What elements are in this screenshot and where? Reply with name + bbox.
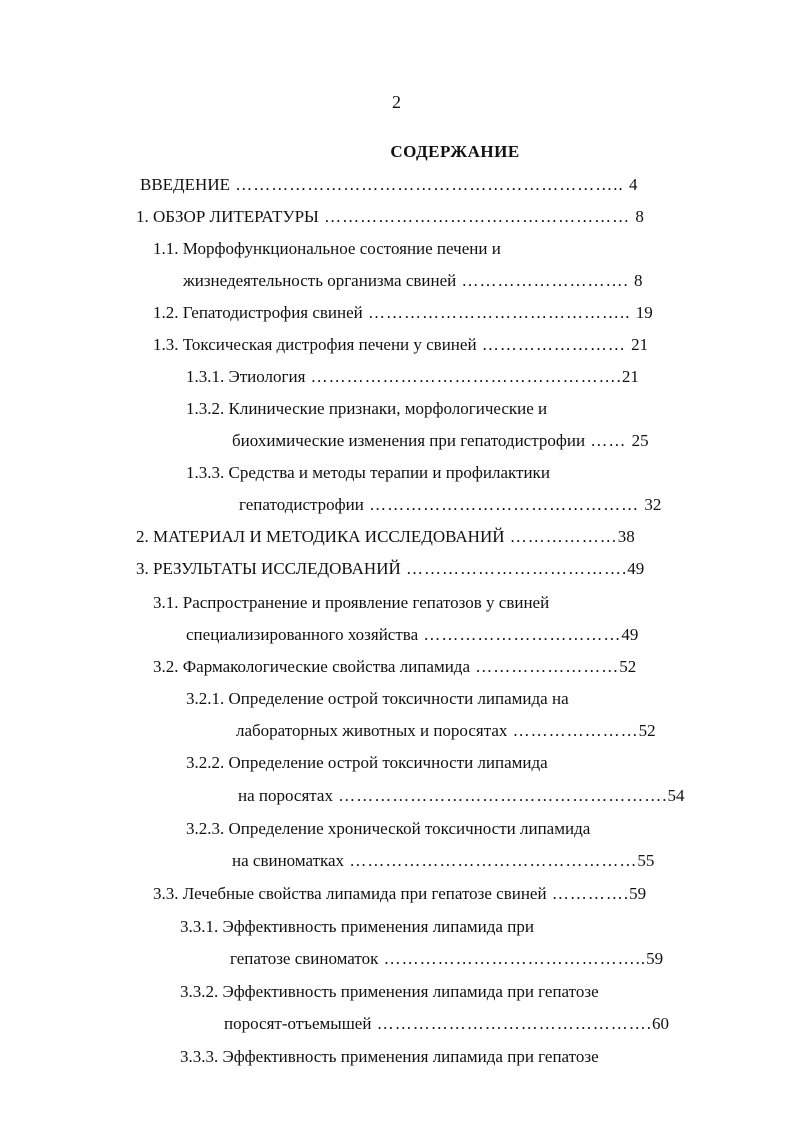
toc-entry: 1.3.3. Средства и методы терапии и профилактики bbox=[186, 463, 550, 482]
toc-entry: 3.2. Фармакологические свойства липамида ……………………52 bbox=[153, 657, 637, 676]
toc-entry: лабораторных животных и поросятах …………………52 bbox=[236, 721, 656, 740]
toc-entry: 3.3.2. Эффективность применения липамида при гепатозе bbox=[180, 982, 599, 1001]
toc-entry: 1.3.1. Этиология …………………………………………….21 bbox=[186, 367, 639, 386]
toc-entry: 3.3. Лечебные свойства липамида при гепатозе свиней ………….59 bbox=[153, 884, 647, 903]
toc-entry: ВВЕДЕНИЕ ……………………………………………………….. 4 bbox=[140, 175, 638, 194]
toc-entry: жизнедеятельность организма свиней ………………………. 8 bbox=[183, 271, 643, 290]
toc-entry: 3.3.1. Эффективность применения липамида при bbox=[180, 917, 534, 936]
toc-entry: специализированного хозяйства ……………………………49 bbox=[186, 625, 639, 644]
toc-entry: 3.1. Распространение и проявление гепатозов у свиней bbox=[153, 593, 550, 612]
toc-entry: на поросятах ……………………………………………….54 bbox=[238, 786, 685, 805]
toc-entry: поросят-отъемышей ……………………………………….60 bbox=[224, 1014, 669, 1033]
toc-entry: 1.3. Токсическая дистрофия печени у свиней …………………… 21 bbox=[153, 335, 649, 354]
toc-entry: 1. ОБЗОР ЛИТЕРАТУРЫ …………………………………………… 8 bbox=[136, 207, 644, 226]
toc-entry: гепатодистрофии ……………………………………… 32 bbox=[239, 495, 662, 514]
toc-entry: на свиноматках …………………………………………55 bbox=[232, 851, 655, 870]
toc-entry: 1.3.2. Клинические признаки, морфологические и bbox=[186, 399, 548, 418]
toc-entry: 3. РЕЗУЛЬТАТЫ ИССЛЕДОВАНИЙ ……………………………….49 bbox=[136, 559, 645, 578]
toc-entry: 3.2.2. Определение острой токсичности липамида bbox=[186, 753, 548, 772]
toc-entry: биохимические изменения при гепатодистрофии …… 25 bbox=[232, 431, 649, 450]
toc-entry: 2. МАТЕРИАЛ И МЕТОДИКА ИССЛЕДОВАНИЙ ………………38 bbox=[136, 527, 635, 546]
toc-entry: гепатозе свиноматок ……………………………………..59 bbox=[230, 949, 664, 968]
toc-entry: 3.3.3. Эффективность применения липамида при гепатозе bbox=[180, 1047, 599, 1066]
page-number: 2 bbox=[392, 92, 401, 112]
toc-entry: 1.2. Гепатодистрофия свиней …………………………………….. 19 bbox=[153, 303, 653, 322]
toc-entry: 3.2.3. Определение хронической токсичности липамида bbox=[186, 819, 591, 838]
toc-entry: 1.1. Морфофункциональное состояние печени и bbox=[153, 239, 501, 258]
toc-entry: 3.2.1. Определение острой токсичности липамида на bbox=[186, 689, 569, 708]
page-title: СОДЕРЖАНИЕ bbox=[390, 142, 520, 161]
